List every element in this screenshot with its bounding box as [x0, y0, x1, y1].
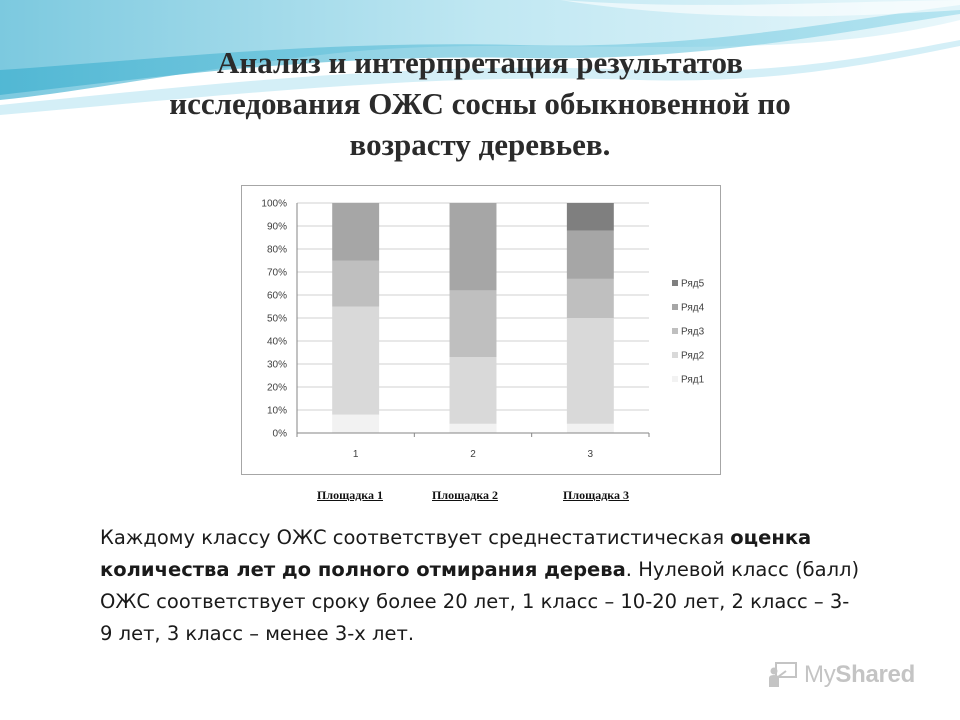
- legend-swatch: [672, 328, 678, 334]
- stacked-bar-chart: [241, 185, 721, 475]
- bar-segment: [567, 318, 614, 424]
- bar-segment: [450, 357, 497, 424]
- legend-swatch: [672, 352, 678, 358]
- x-tick-label: 2: [470, 449, 476, 460]
- legend-swatch: [672, 304, 678, 310]
- bar-segment: [567, 279, 614, 318]
- bar-segment: [450, 203, 497, 290]
- bar-segment: [332, 261, 379, 307]
- plot-label-3: Площадка 3: [563, 488, 629, 502]
- plot-label-1: Площадка 1: [317, 488, 383, 502]
- legend-label: Ряд2: [681, 350, 705, 362]
- y-tick-label: 70%: [266, 267, 287, 279]
- y-tick-label: 0%: [272, 428, 287, 440]
- y-tick-label: 100%: [261, 198, 287, 210]
- description-part-1: Каждому классу ОЖС соответствует среднестатистическая: [100, 526, 731, 549]
- watermark-my: My: [804, 661, 836, 688]
- legend-label: Ряд1: [681, 374, 705, 386]
- title-line-3: возрасту деревьев.: [349, 127, 611, 162]
- watermark-text: [804, 661, 915, 689]
- myshared-watermark: [768, 657, 928, 693]
- legend-label: Ряд3: [681, 326, 705, 338]
- y-tick-label: 30%: [266, 359, 287, 371]
- legend-swatch: [672, 376, 678, 382]
- description-bold: оценка количества лет до полного отмирания дерева: [100, 526, 812, 581]
- x-tick-label: 1: [352, 449, 359, 460]
- bar-segment: [332, 415, 379, 433]
- watermark-shared: Shared: [835, 661, 915, 688]
- bar-segment: [567, 424, 614, 433]
- teacher-board-icon: [768, 661, 798, 689]
- y-tick-label: 20%: [266, 382, 287, 394]
- y-tick-label: 80%: [266, 244, 287, 256]
- chart-canvas: [242, 186, 720, 474]
- bar-segment: [450, 290, 497, 357]
- y-tick-label: 50%: [266, 313, 287, 325]
- bar-segment: [567, 203, 614, 231]
- legend-label: Ряд4: [681, 302, 705, 314]
- description-text: [100, 522, 860, 650]
- plot-label-2: Площадка 2: [432, 488, 498, 502]
- y-tick-label: 60%: [266, 290, 287, 302]
- plot-labels-row: [241, 488, 721, 506]
- title-line-2: исследования ОЖС сосны обыкновенной по: [169, 86, 791, 121]
- description-part-2: . Нулевой класс (балл) ОЖС соответствует сроку более 20 лет, 1 класс – 10-20 лет, 2 класс – 3-9 лет, 3 класс – менее 3-х лет.: [100, 558, 860, 645]
- y-tick-label: 90%: [266, 221, 287, 233]
- x-tick-label: 3: [587, 449, 594, 460]
- bar-segment: [332, 203, 379, 261]
- legend-swatch: [672, 280, 678, 286]
- bar-segment: [450, 424, 497, 433]
- bar-segment: [332, 307, 379, 415]
- y-tick-label: 40%: [266, 336, 287, 348]
- legend-label: Ряд5: [681, 278, 705, 290]
- title-line-1: Анализ и интерпретация результатов: [217, 45, 743, 80]
- slide-title: [80, 42, 880, 165]
- bar-segment: [567, 231, 614, 279]
- y-tick-label: 10%: [266, 405, 287, 417]
